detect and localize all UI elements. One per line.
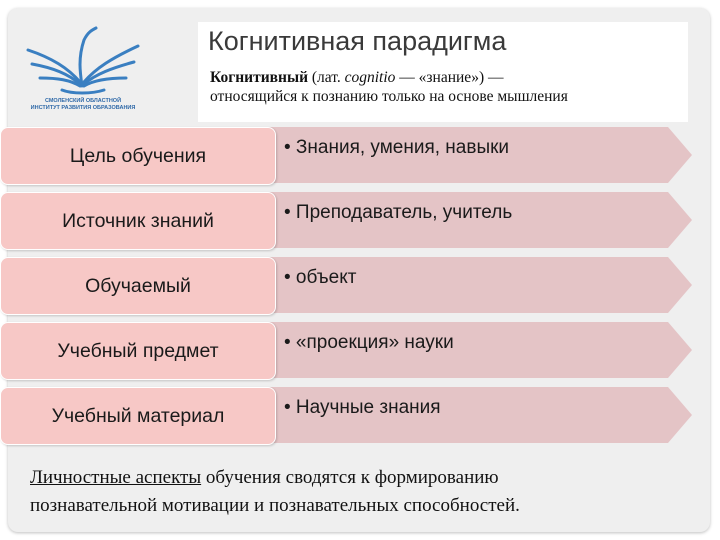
definition-line-1	[210, 68, 568, 87]
definition-part-1: (лат.	[308, 69, 345, 86]
logo-line-2: ИНСТИТУТ РАЗВИТИЯ ОБРАЗОВАНИЯ	[30, 105, 136, 111]
footer-underlined: Личностные аспекты	[30, 467, 202, 488]
row-label-box	[0, 192, 276, 250]
row-label: Учебный предмет	[57, 339, 219, 362]
row-material	[0, 387, 720, 447]
definition-line-2: относящийся к познанию только на основе мышления	[210, 88, 568, 105]
row-value: • Научные знания	[284, 397, 441, 418]
row-label: Обучаемый	[85, 274, 191, 297]
logo-line-1: СМОЛЕНСКИЙ ОБЛАСТНОЙ	[44, 98, 122, 104]
row-value: • «проекция» науки	[284, 332, 454, 353]
row-label-box	[0, 257, 276, 315]
row-value: • Преподаватель, учитель	[284, 202, 513, 223]
row-subject	[0, 322, 720, 382]
row-label: Источник знаний	[62, 209, 214, 232]
definition-latin: cognitio	[344, 69, 396, 86]
row-label-box	[0, 127, 276, 185]
bird-wings-icon	[22, 24, 144, 98]
row-label: Учебный материал	[51, 404, 225, 427]
row-value: • Знания, умения, навыки	[284, 137, 510, 158]
definition	[210, 68, 568, 106]
slide-title: Когнитивная парадигма	[208, 26, 507, 56]
row-label-box	[0, 322, 276, 380]
row-source	[0, 192, 720, 252]
row-goal	[0, 127, 720, 187]
footer-line-1	[30, 464, 520, 492]
footer-note	[30, 464, 520, 520]
definition-term: Когнитивный	[210, 69, 308, 86]
footer-rest: обучения сводятся к формированию	[201, 467, 499, 488]
institute-logo	[22, 24, 144, 120]
row-label-box	[0, 387, 276, 445]
footer-line-2: познавательной мотивации и познавательных способностей.	[30, 495, 520, 516]
row-value: • объект	[284, 267, 357, 288]
logo-caption	[22, 98, 144, 112]
row-learner	[0, 257, 720, 317]
row-label: Цель обучения	[69, 144, 207, 167]
definition-part-2: — «знание») —	[395, 69, 504, 86]
